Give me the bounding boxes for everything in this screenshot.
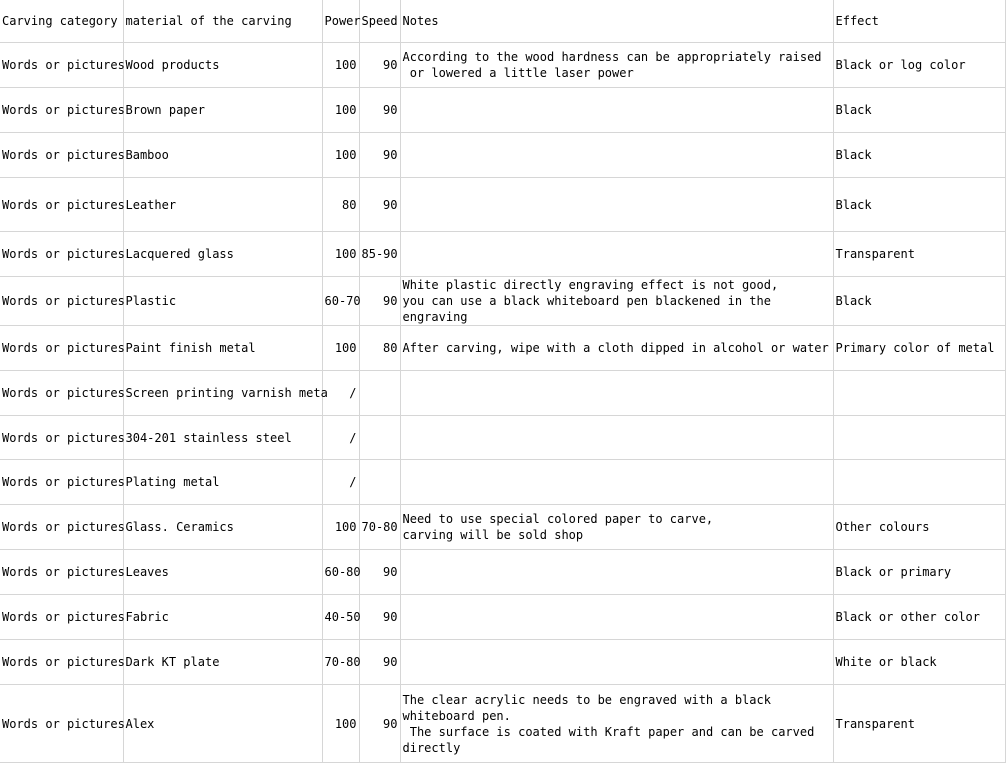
cell-notes[interactable] bbox=[400, 416, 833, 460]
cell-material[interactable]: Dark KT plate bbox=[123, 640, 322, 685]
table-row bbox=[0, 133, 1005, 178]
table-row bbox=[0, 43, 1005, 88]
cell-category[interactable]: Words or pictures bbox=[0, 326, 123, 371]
cell-notes[interactable] bbox=[400, 460, 833, 505]
cell-category[interactable]: Words or pictures bbox=[0, 460, 123, 505]
cell-effect[interactable] bbox=[833, 416, 1005, 460]
table-row bbox=[0, 595, 1005, 640]
cell-material[interactable]: Plastic bbox=[123, 277, 322, 326]
cell-speed[interactable]: 90 bbox=[359, 133, 400, 178]
cell-notes[interactable]: After carving, wipe with a cloth dipped in alcohol or water bbox=[400, 326, 833, 371]
cell-power[interactable]: / bbox=[322, 460, 359, 505]
cell-power[interactable]: 60-80 bbox=[322, 550, 359, 595]
cell-power[interactable]: 100 bbox=[322, 326, 359, 371]
header-cell-notes[interactable]: Notes bbox=[400, 0, 833, 43]
table-row bbox=[0, 326, 1005, 371]
cell-category[interactable]: Words or pictures bbox=[0, 550, 123, 595]
cell-notes[interactable]: The clear acrylic needs to be engraved with a black whiteboard pen. The surface is coated with Kraft paper and can be carved directly bbox=[400, 685, 833, 763]
cell-material[interactable]: Screen printing varnish meta bbox=[123, 371, 322, 416]
header-row bbox=[0, 0, 1005, 43]
cell-power[interactable]: 100 bbox=[322, 88, 359, 133]
cell-effect[interactable]: Transparent bbox=[833, 232, 1005, 277]
cell-material[interactable]: Fabric bbox=[123, 595, 322, 640]
cell-material[interactable]: Leather bbox=[123, 178, 322, 232]
cell-speed[interactable]: 90 bbox=[359, 595, 400, 640]
cell-notes[interactable] bbox=[400, 595, 833, 640]
cell-category[interactable]: Words or pictures bbox=[0, 232, 123, 277]
cell-power[interactable]: 100 bbox=[322, 685, 359, 763]
cell-category[interactable]: Words or pictures bbox=[0, 595, 123, 640]
cell-material[interactable]: Paint finish metal bbox=[123, 326, 322, 371]
header-cell-power[interactable]: Power bbox=[322, 0, 359, 43]
cell-effect[interactable]: Black bbox=[833, 178, 1005, 232]
cell-notes[interactable] bbox=[400, 133, 833, 178]
table-row bbox=[0, 505, 1005, 550]
cell-power[interactable]: 100 bbox=[322, 133, 359, 178]
cell-notes[interactable]: According to the wood hardness can be appropriately raised or lowered a little laser power bbox=[400, 43, 833, 88]
cell-power[interactable]: 60-70 bbox=[322, 277, 359, 326]
cell-notes[interactable] bbox=[400, 88, 833, 133]
cell-effect[interactable] bbox=[833, 371, 1005, 416]
table-row bbox=[0, 550, 1005, 595]
table-row bbox=[0, 416, 1005, 460]
cell-effect[interactable]: Other colours bbox=[833, 505, 1005, 550]
cell-power[interactable]: 70-80 bbox=[322, 640, 359, 685]
cell-power[interactable]: 40-50 bbox=[322, 595, 359, 640]
table-row bbox=[0, 277, 1005, 326]
cell-power[interactable]: / bbox=[322, 416, 359, 460]
cell-notes[interactable]: White plastic directly engraving effect is not good, you can use a black whiteboard pen blackened in the engraving bbox=[400, 277, 833, 326]
table-row bbox=[0, 88, 1005, 133]
header-cell-category[interactable]: Carving category bbox=[0, 0, 123, 43]
header-cell-effect[interactable]: Effect bbox=[833, 0, 1005, 43]
cell-speed[interactable]: 80 bbox=[359, 326, 400, 371]
cell-notes[interactable] bbox=[400, 640, 833, 685]
cell-notes[interactable]: Need to use special colored paper to carve, carving will be sold shop bbox=[400, 505, 833, 550]
cell-category[interactable]: Words or pictures bbox=[0, 640, 123, 685]
table-row bbox=[0, 371, 1005, 416]
cell-power[interactable]: / bbox=[322, 371, 359, 416]
cell-material[interactable]: Lacquered glass bbox=[123, 232, 322, 277]
table-row bbox=[0, 640, 1005, 685]
cell-effect[interactable]: Black or primary bbox=[833, 550, 1005, 595]
cell-material[interactable]: Wood products bbox=[123, 43, 322, 88]
cell-effect[interactable]: Primary color of metal bbox=[833, 326, 1005, 371]
cell-speed[interactable] bbox=[359, 416, 400, 460]
cell-effect[interactable]: Black bbox=[833, 88, 1005, 133]
header-cell-speed[interactable]: Speed bbox=[359, 0, 400, 43]
cell-effect[interactable]: Black or other color bbox=[833, 595, 1005, 640]
table-row bbox=[0, 178, 1005, 232]
cell-material[interactable]: Leaves bbox=[123, 550, 322, 595]
cell-effect[interactable] bbox=[833, 460, 1005, 505]
cell-material[interactable]: 304-201 stainless steel bbox=[123, 416, 322, 460]
cell-effect[interactable]: White or black bbox=[833, 640, 1005, 685]
cell-material[interactable]: Brown paper bbox=[123, 88, 322, 133]
cell-category[interactable]: Words or pictures bbox=[0, 371, 123, 416]
cell-speed[interactable]: 70-80 bbox=[359, 505, 400, 550]
cell-category[interactable]: Words or pictures bbox=[0, 416, 123, 460]
cell-speed[interactable]: 90 bbox=[359, 277, 400, 326]
cell-power[interactable]: 100 bbox=[322, 505, 359, 550]
cell-material[interactable]: Plating metal bbox=[123, 460, 322, 505]
cell-effect[interactable]: Black bbox=[833, 277, 1005, 326]
cell-notes[interactable] bbox=[400, 178, 833, 232]
cell-speed[interactable] bbox=[359, 460, 400, 505]
cell-effect[interactable]: Black bbox=[833, 133, 1005, 178]
cell-category[interactable]: Words or pictures bbox=[0, 133, 123, 178]
cell-category[interactable]: Words or pictures bbox=[0, 43, 123, 88]
cell-power[interactable]: 100 bbox=[322, 232, 359, 277]
cell-category[interactable]: Words or pictures bbox=[0, 685, 123, 763]
cell-speed[interactable]: 90 bbox=[359, 178, 400, 232]
cell-notes[interactable] bbox=[400, 550, 833, 595]
table-row bbox=[0, 232, 1005, 277]
cell-notes[interactable] bbox=[400, 371, 833, 416]
cell-material[interactable]: Glass. Ceramics bbox=[123, 505, 322, 550]
cell-effect[interactable]: Black or log color bbox=[833, 43, 1005, 88]
cell-speed[interactable]: 90 bbox=[359, 43, 400, 88]
cell-speed[interactable]: 90 bbox=[359, 550, 400, 595]
table-row bbox=[0, 685, 1005, 763]
cell-effect[interactable]: Transparent bbox=[833, 685, 1005, 763]
cell-notes[interactable] bbox=[400, 232, 833, 277]
table-row bbox=[0, 460, 1005, 505]
header-cell-material[interactable]: material of the carving bbox=[123, 0, 322, 43]
cell-category[interactable]: Words or pictures bbox=[0, 88, 123, 133]
cell-speed[interactable]: 90 bbox=[359, 640, 400, 685]
cell-speed[interactable] bbox=[359, 371, 400, 416]
cell-material[interactable]: Bamboo bbox=[123, 133, 322, 178]
cell-speed[interactable]: 90 bbox=[359, 88, 400, 133]
cell-speed[interactable]: 85-90 bbox=[359, 232, 400, 277]
cell-speed[interactable]: 90 bbox=[359, 685, 400, 763]
cell-material[interactable]: Alex bbox=[123, 685, 322, 763]
cell-category[interactable]: Words or pictures bbox=[0, 178, 123, 232]
cell-power[interactable]: 80 bbox=[322, 178, 359, 232]
cell-power[interactable]: 100 bbox=[322, 43, 359, 88]
cell-category[interactable]: Words or pictures bbox=[0, 277, 123, 326]
cell-category[interactable]: Words or pictures bbox=[0, 505, 123, 550]
